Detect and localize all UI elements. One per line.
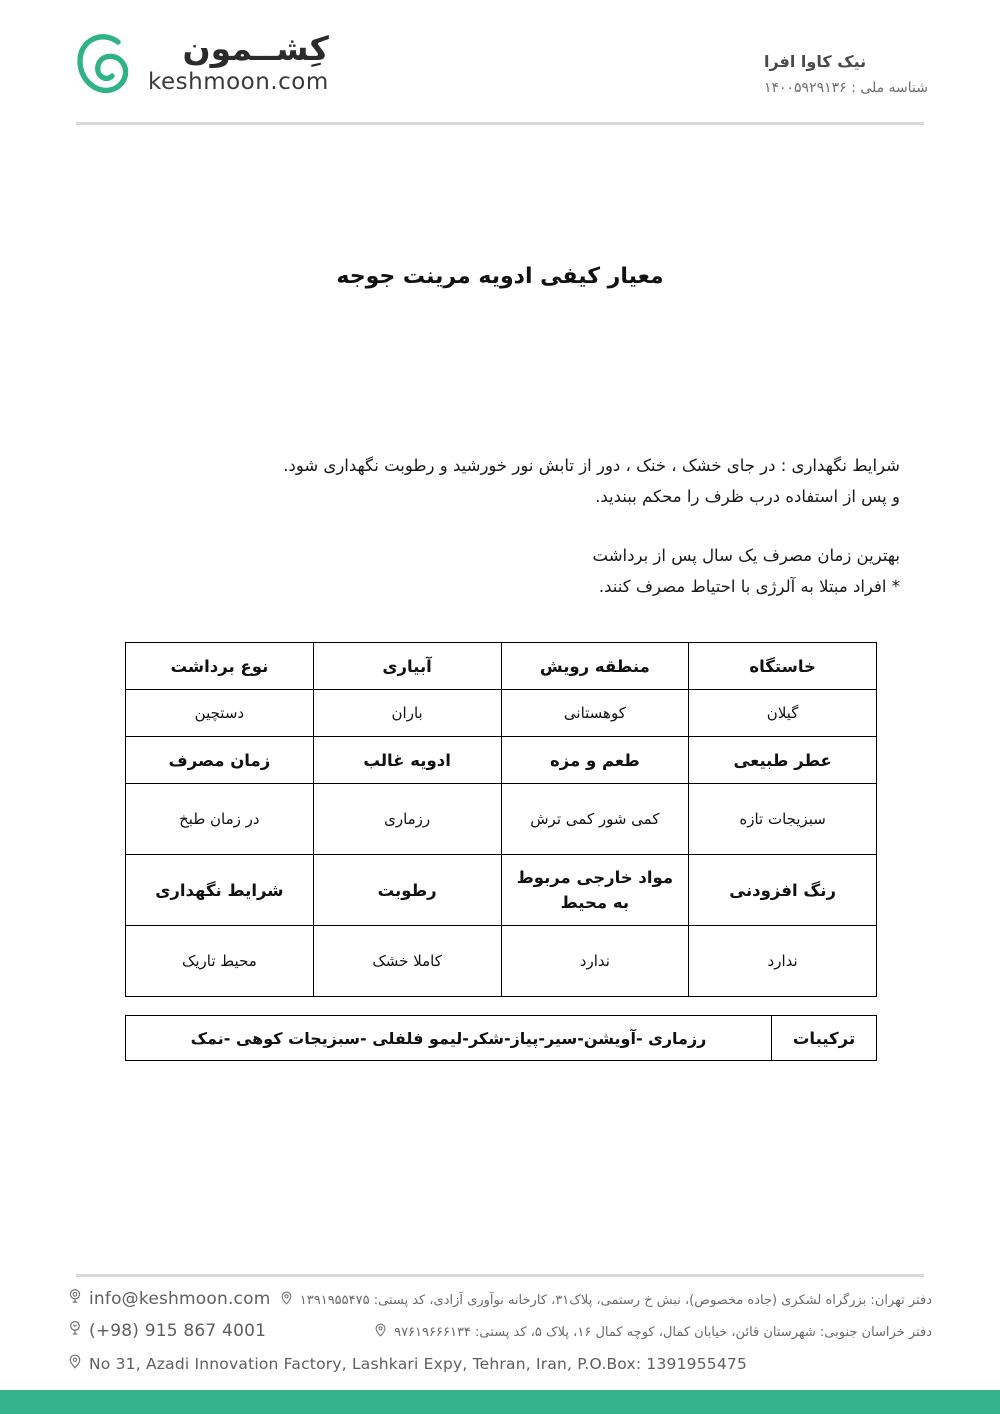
spec-value-cell: کوهستانی bbox=[501, 690, 689, 737]
page-footer bbox=[0, 1284, 1000, 1384]
company-name: نیک کاوا افرا bbox=[763, 52, 867, 71]
location-pin-icon bbox=[374, 1323, 387, 1342]
usage-line-1: بهترین زمان مصرف یک سال پس از برداشت bbox=[592, 546, 900, 565]
page-header bbox=[0, 0, 1000, 132]
spec-value-cell: گیلان bbox=[689, 690, 877, 737]
table-row bbox=[126, 1016, 877, 1061]
usage-line-2: * افراد مبتلا به آلرژی با احتیاط مصرف کنند. bbox=[598, 577, 900, 596]
table-row bbox=[126, 737, 877, 784]
company-identity bbox=[764, 52, 928, 96]
spec-value-cell: باران bbox=[313, 690, 501, 737]
phone-pin-icon bbox=[68, 1320, 82, 1341]
footer-address-en-line bbox=[68, 1354, 747, 1374]
spec-header-cell: زمان مصرف bbox=[126, 737, 314, 784]
spec-header-cell: شرایط نگهداری bbox=[126, 855, 314, 926]
footer-office-khorasan-text: دفتر خراسان جنوبی: شهرستان قائن، خیابان کمال، کوچه کمال ۱۶، پلاک ۵، کد پستی: ۹۷۶۱۹۶۶۶۱۳۴ bbox=[394, 1325, 932, 1340]
spec-header-cell: خاستگاه bbox=[689, 643, 877, 690]
logo-text-fa: کِشــمون bbox=[182, 29, 329, 68]
quality-spec-table bbox=[125, 642, 877, 997]
footer-phone-line[interactable] bbox=[68, 1320, 266, 1341]
spec-header-cell: رطوبت bbox=[313, 855, 501, 926]
storage-line-2: و پس از استفاده درب ظرف را محکم ببندید. bbox=[595, 487, 900, 506]
footer-email-text: info@keshmoon.com bbox=[89, 1288, 271, 1309]
ingredients-table bbox=[125, 1015, 877, 1061]
table-row bbox=[126, 643, 877, 690]
spec-value-cell: ندارد bbox=[689, 926, 877, 997]
storage-line-1: شرایط نگهداری : در جای خشک ، خنک ، دور از تابش نور خورشید و رطوبت نگهداری شود. bbox=[283, 456, 900, 475]
spec-header-cell: آبیاری bbox=[313, 643, 501, 690]
spec-value-cell: در زمان طبخ bbox=[126, 784, 314, 855]
ingredients-label: ترکیبات bbox=[772, 1016, 877, 1061]
spec-header-cell: منطقه رویش bbox=[501, 643, 689, 690]
spec-value-cell: ندارد bbox=[501, 926, 689, 997]
spec-header-cell: طعم و مزه bbox=[501, 737, 689, 784]
footer-office-khorasan-line bbox=[374, 1323, 932, 1342]
spec-value-cell: کمی شور کمی ترش bbox=[501, 784, 689, 855]
ingredients-value: رزماری -آویشن-سیر-پیاز-شکر-لیمو فلفلی -سبزیجات کوهی -نمک bbox=[126, 1016, 772, 1061]
keshmoon-spiral-icon bbox=[72, 28, 138, 98]
spec-value-cell: رزماری bbox=[313, 784, 501, 855]
location-pin-icon bbox=[280, 1291, 293, 1310]
footer-divider bbox=[76, 1274, 924, 1277]
footer-address-en-text: No 31, Azadi Innovation Factory, Lashkari Expy, Tehran, Iran, P.O.Box: 1391955475 bbox=[89, 1355, 748, 1373]
logo-text-en: keshmoon.com bbox=[148, 69, 329, 95]
email-pin-icon bbox=[68, 1288, 82, 1309]
footer-office-tehran-text: دفتر تهران: بزرگراه لشکری (جاده مخصوص)، نبش خ رستمی، پلاک۳۱، کارخانه نوآوری آزادی، کد پستی: ۱۳۹۱۹۵۵۴۷۵ bbox=[299, 1293, 932, 1308]
usage-notes-paragraph bbox=[130, 540, 900, 602]
table-row bbox=[126, 926, 877, 997]
location-pin-icon bbox=[68, 1354, 82, 1374]
spec-value-cell: دستچین bbox=[126, 690, 314, 737]
spec-header-cell: ادویه غالب bbox=[313, 737, 501, 784]
company-national-id: شناسه ملی : ۱۴۰۰۵۹۲۹۱۳۶ bbox=[763, 80, 928, 96]
spec-value-cell: محیط تاریک bbox=[126, 926, 314, 997]
storage-conditions-paragraph bbox=[130, 450, 900, 512]
spec-header-cell: مواد خارجی مربوط به محیط bbox=[501, 855, 689, 926]
footer-phone-text: (+98) 915 867 4001 bbox=[89, 1320, 267, 1341]
document-title: معیار کیفی ادویه مرینت جوجه bbox=[336, 264, 664, 289]
footer-office-tehran-line bbox=[280, 1291, 932, 1310]
spec-header-cell: عطر طبیعی bbox=[689, 737, 877, 784]
spec-header-cell: نوع برداشت bbox=[126, 643, 314, 690]
spec-value-cell: سبزیجات تازه bbox=[689, 784, 877, 855]
spec-header-cell: رنگ افزودنی bbox=[689, 855, 877, 926]
spec-value-cell: کاملا خشک bbox=[313, 926, 501, 997]
header-divider bbox=[76, 122, 924, 125]
table-row bbox=[126, 690, 877, 737]
logo-wordmark bbox=[148, 29, 329, 95]
keshmoon-logo bbox=[72, 28, 329, 98]
footer-accent-bar bbox=[0, 1390, 1000, 1414]
table-row bbox=[126, 855, 877, 926]
table-row bbox=[126, 784, 877, 855]
footer-email-line[interactable] bbox=[68, 1288, 270, 1309]
